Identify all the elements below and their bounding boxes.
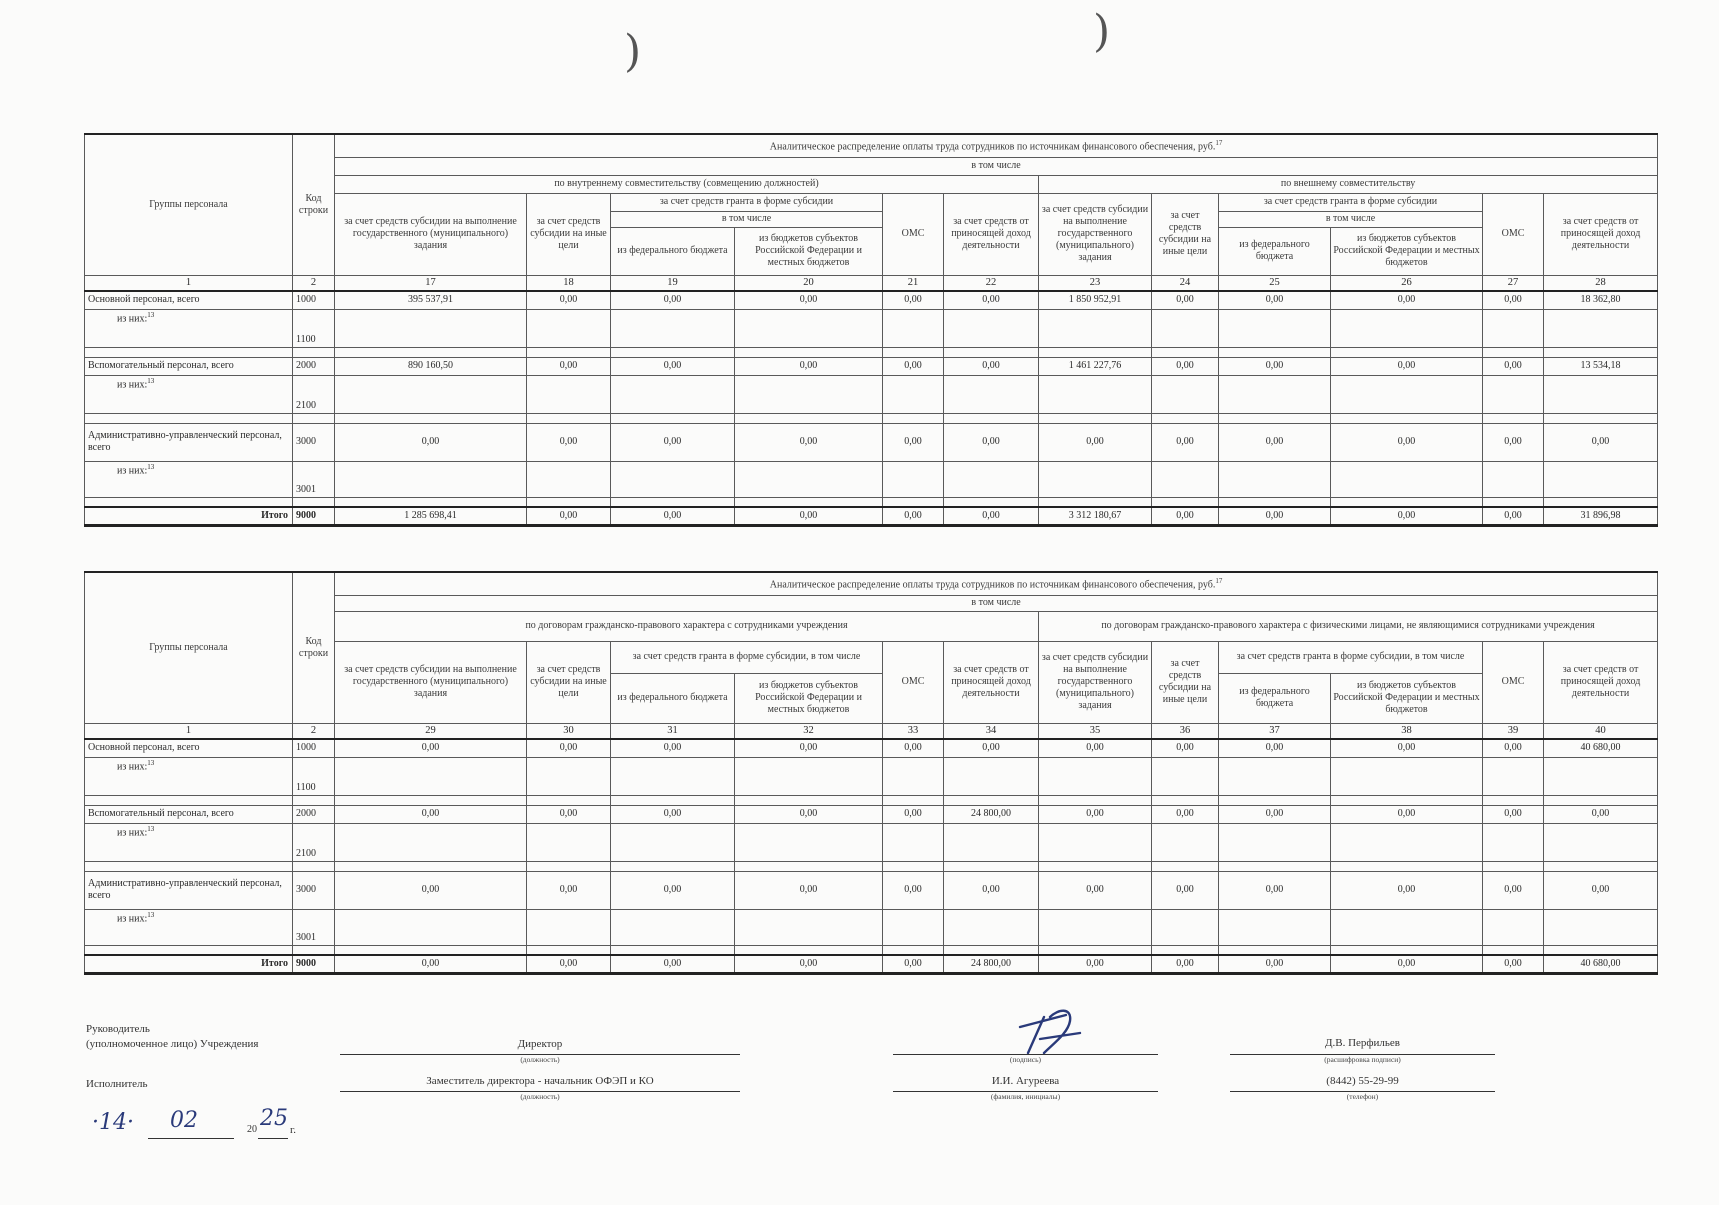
col-number: 35 bbox=[1039, 723, 1152, 739]
value-cell: 0,00 bbox=[335, 871, 527, 909]
date-suffix: г. bbox=[290, 1124, 297, 1136]
code-header: Код строки bbox=[293, 572, 335, 723]
col-oms: ОМС bbox=[883, 193, 944, 275]
value-cell: 0,00 bbox=[1483, 805, 1544, 823]
date-day: ·14· bbox=[92, 1110, 134, 1135]
value-cell: 0,00 bbox=[1219, 805, 1331, 823]
value-cell: 0,00 bbox=[1219, 507, 1331, 525]
row-label: из них:$^{13}$ bbox=[85, 909, 293, 945]
table-row-spacer bbox=[85, 347, 1658, 357]
value-cell: 0,00 bbox=[1039, 739, 1152, 757]
value-cell: 0,00 bbox=[1039, 871, 1152, 909]
in-that-number-label: в том числе bbox=[335, 595, 1658, 611]
col-income: за счет средств от приносящей доход деятельности bbox=[944, 193, 1039, 275]
value-cell: 0,00 bbox=[1483, 739, 1544, 757]
row-label: из них:$^{13}$ bbox=[85, 375, 293, 413]
value-cell: 0,00 bbox=[527, 955, 611, 973]
col-number: 1 bbox=[85, 275, 293, 291]
value-cell: 0,00 bbox=[735, 739, 883, 757]
value-cell: 0,00 bbox=[1219, 291, 1331, 309]
col-grant: за счет средств гранта в форме субсидии bbox=[1219, 193, 1483, 211]
col-income: за счет средств от приносящей доход деятельности bbox=[944, 641, 1039, 723]
col-grant-in-that: в том числе bbox=[611, 211, 883, 227]
signature-mark bbox=[1010, 1003, 1100, 1059]
value-cell: 0,00 bbox=[1544, 805, 1658, 823]
col-subsidy-task: за счет средств субсидии на выполнение государственного (муниципального) задания bbox=[1039, 641, 1152, 723]
row-code: 2000 bbox=[293, 805, 335, 823]
head-label bbox=[86, 1023, 259, 1050]
value-cell: 0,00 bbox=[944, 291, 1039, 309]
column-number-row bbox=[85, 723, 1658, 739]
row-label: Вспомогательный персонал, всего bbox=[85, 357, 293, 375]
col-subsidy-other: за счет средств субсидии на иные цели bbox=[1152, 641, 1219, 723]
total-label: Итого bbox=[85, 507, 293, 525]
value-cell: 890 160,50 bbox=[335, 357, 527, 375]
col-number: 2 bbox=[293, 723, 335, 739]
value-cell: 0,00 bbox=[735, 955, 883, 973]
row-label: Административно-управленческий персонал, всего bbox=[85, 871, 293, 909]
col-number: 40 bbox=[1544, 723, 1658, 739]
head-name-caption: (расшифровка подписи) bbox=[1324, 1055, 1401, 1064]
col-number: 34 bbox=[944, 723, 1039, 739]
col-income: за счет средств от приносящей доход деятельности bbox=[1544, 641, 1658, 723]
staff-contracts-group-header: по договорам гражданско-правового характера с сотрудниками учреждения bbox=[335, 611, 1039, 641]
value-cell: 0,00 bbox=[1483, 291, 1544, 309]
col-number: 32 bbox=[735, 723, 883, 739]
col-grant: за счет средств гранта в форме субсидии bbox=[611, 193, 883, 211]
value-cell: 0,00 bbox=[735, 423, 883, 461]
col-federal: из федерального бюджета bbox=[611, 227, 735, 275]
table-row-spacer bbox=[85, 945, 1658, 955]
value-cell: 0,00 bbox=[1331, 871, 1483, 909]
value-cell: 24 800,00 bbox=[944, 805, 1039, 823]
value-cell: 0,00 bbox=[1331, 955, 1483, 973]
row-code: 3001 bbox=[293, 461, 335, 497]
groups-header: Группы персонала bbox=[85, 572, 293, 723]
col-oms: ОМС bbox=[1483, 641, 1544, 723]
value-cell: 0,00 bbox=[944, 507, 1039, 525]
external-group-header: по внешнему совместительству bbox=[1039, 175, 1658, 193]
value-cell: 0,00 bbox=[1483, 423, 1544, 461]
head-label-line2: (уполномоченное лицо) Учреждения bbox=[86, 1038, 259, 1050]
value-cell: 0,00 bbox=[883, 955, 944, 973]
executor-label: Исполнитель bbox=[86, 1078, 148, 1090]
value-cell: 0,00 bbox=[1152, 739, 1219, 757]
date-month-line bbox=[148, 1138, 234, 1139]
groups-header: Группы персонала bbox=[85, 134, 293, 275]
row-label: из них:$^{13}$ bbox=[85, 823, 293, 861]
executor-phone: (8442) 55-29-99 bbox=[1326, 1075, 1399, 1087]
value-cell: 40 680,00 bbox=[1544, 955, 1658, 973]
row-code: 2100 bbox=[293, 375, 335, 413]
value-cell: 0,00 bbox=[735, 805, 883, 823]
payroll-table-internal-external bbox=[84, 133, 1658, 527]
table-row-spacer bbox=[85, 861, 1658, 871]
value-cell: 0,00 bbox=[611, 507, 735, 525]
table-row bbox=[85, 461, 1658, 497]
col-number: 2 bbox=[293, 275, 335, 291]
value-cell: 0,00 bbox=[1039, 955, 1152, 973]
value-cell: 0,00 bbox=[735, 507, 883, 525]
value-cell: 0,00 bbox=[527, 871, 611, 909]
table-row bbox=[85, 357, 1658, 375]
value-cell: 0,00 bbox=[527, 423, 611, 461]
head-name: Д.В. Перфильев bbox=[1324, 1037, 1400, 1049]
value-cell: 0,00 bbox=[527, 739, 611, 757]
value-cell: 0,00 bbox=[611, 291, 735, 309]
col-number: 38 bbox=[1331, 723, 1483, 739]
row-label: из них:$^{13}$ bbox=[85, 757, 293, 795]
col-subsidy-task: за счет средств субсидии на выполнение государственного (муниципального) задания bbox=[335, 641, 527, 723]
col-number: 37 bbox=[1219, 723, 1331, 739]
value-cell: 0,00 bbox=[1483, 357, 1544, 375]
col-federal: из федерального бюджета bbox=[1219, 673, 1331, 723]
value-cell: 0,00 bbox=[1544, 871, 1658, 909]
row-code: 3000 bbox=[293, 871, 335, 909]
col-subsidy-other: за счет средств субсидии на иные цели bbox=[527, 193, 611, 275]
value-cell: 3 312 180,67 bbox=[1039, 507, 1152, 525]
value-cell: 0,00 bbox=[611, 739, 735, 757]
col-number: 21 bbox=[883, 275, 944, 291]
value-cell: 0,00 bbox=[944, 871, 1039, 909]
value-cell: 0,00 bbox=[1039, 805, 1152, 823]
col-number: 1 bbox=[85, 723, 293, 739]
head-label-line1: Руководитель bbox=[86, 1023, 150, 1035]
scan-artifact-mark: ) bbox=[624, 26, 642, 77]
value-cell: 0,00 bbox=[335, 955, 527, 973]
in-that-number-label: в том числе bbox=[335, 157, 1658, 175]
value-cell: 0,00 bbox=[1483, 955, 1544, 973]
col-number: 27 bbox=[1483, 275, 1544, 291]
value-cell: 0,00 bbox=[883, 291, 944, 309]
value-cell: 395 537,91 bbox=[335, 291, 527, 309]
value-cell: 0,00 bbox=[1152, 955, 1219, 973]
value-cell: 0,00 bbox=[611, 423, 735, 461]
value-cell: 1 285 698,41 bbox=[335, 507, 527, 525]
row-code: 9000 bbox=[293, 955, 335, 973]
row-label: из них:$^{13}$ bbox=[85, 309, 293, 347]
value-cell: 0,00 bbox=[527, 357, 611, 375]
value-cell: 1 461 227,76 bbox=[1039, 357, 1152, 375]
col-federal: из федерального бюджета bbox=[611, 673, 735, 723]
executor-position: Заместитель директора - начальник ОФЭП и КО bbox=[426, 1075, 654, 1087]
col-grant: за счет средств гранта в форме субсидии, в том числе bbox=[611, 641, 883, 673]
col-number: 17 bbox=[335, 275, 527, 291]
table-row bbox=[85, 805, 1658, 823]
external-contracts-group-header: по договорам гражданско-правового характера с физическими лицами, не являющимися сотрудниками учреждения bbox=[1039, 611, 1658, 641]
row-label: Вспомогательный персонал, всего bbox=[85, 805, 293, 823]
table-row-spacer bbox=[85, 795, 1658, 805]
col-subsidy-other: за счет средств субсидии на иные цели bbox=[527, 641, 611, 723]
table-total-row bbox=[85, 507, 1658, 525]
value-cell: 0,00 bbox=[1152, 805, 1219, 823]
value-cell: 0,00 bbox=[1331, 423, 1483, 461]
value-cell: 0,00 bbox=[944, 739, 1039, 757]
col-number: 22 bbox=[944, 275, 1039, 291]
table-row bbox=[85, 739, 1658, 757]
row-code: 2100 bbox=[293, 823, 335, 861]
payroll-table-civil-contracts bbox=[84, 571, 1658, 975]
value-cell: 0,00 bbox=[944, 357, 1039, 375]
col-subsidy-other: за счет средств субсидии на иные цели bbox=[1152, 193, 1219, 275]
value-cell: 0,00 bbox=[1331, 291, 1483, 309]
col-oms: ОМС bbox=[883, 641, 944, 723]
value-cell: 0,00 bbox=[1483, 871, 1544, 909]
table-row bbox=[85, 909, 1658, 945]
value-cell: 0,00 bbox=[883, 357, 944, 375]
col-number: 18 bbox=[527, 275, 611, 291]
col-number: 25 bbox=[1219, 275, 1331, 291]
value-cell: 0,00 bbox=[883, 507, 944, 525]
date-year-line bbox=[258, 1138, 288, 1139]
code-header: Код строки bbox=[293, 134, 335, 275]
total-label: Итого bbox=[85, 955, 293, 973]
value-cell: 0,00 bbox=[944, 423, 1039, 461]
row-label: Основной персонал, всего bbox=[85, 291, 293, 309]
value-cell: 0,00 bbox=[527, 805, 611, 823]
col-subsidy-task: за счет средств субсидии на выполнение государственного (муниципального) задания bbox=[335, 193, 527, 275]
value-cell: 0,00 bbox=[335, 423, 527, 461]
value-cell: 0,00 bbox=[735, 291, 883, 309]
value-cell: 0,00 bbox=[1219, 871, 1331, 909]
table-row bbox=[85, 309, 1658, 347]
table-row-spacer bbox=[85, 497, 1658, 507]
value-cell: 0,00 bbox=[611, 357, 735, 375]
value-cell: 0,00 bbox=[335, 805, 527, 823]
table-row bbox=[85, 871, 1658, 909]
col-regional: из бюджетов субъектов Российской Федерации и местных бюджетов bbox=[1331, 673, 1483, 723]
row-code: 3000 bbox=[293, 423, 335, 461]
col-number: 20 bbox=[735, 275, 883, 291]
col-number: 29 bbox=[335, 723, 527, 739]
col-regional: из бюджетов субъектов Российской Федерации и местных бюджетов bbox=[735, 227, 883, 275]
value-cell: 0,00 bbox=[883, 739, 944, 757]
col-number: 33 bbox=[883, 723, 944, 739]
col-number: 19 bbox=[611, 275, 735, 291]
value-cell: 40 680,00 bbox=[1544, 739, 1658, 757]
row-code: 1000 bbox=[293, 739, 335, 757]
row-code: 1100 bbox=[293, 309, 335, 347]
date-year: 25 bbox=[260, 1106, 288, 1131]
value-cell: 0,00 bbox=[1219, 955, 1331, 973]
row-code: 3001 bbox=[293, 909, 335, 945]
table-row bbox=[85, 423, 1658, 461]
internal-group-header: по внутреннему совместительству (совмещению должностей) bbox=[335, 175, 1039, 193]
value-cell: 0,00 bbox=[883, 805, 944, 823]
col-number: 30 bbox=[527, 723, 611, 739]
col-number: 36 bbox=[1152, 723, 1219, 739]
scan-artifact-mark: ) bbox=[1093, 6, 1111, 57]
col-oms: ОМС bbox=[1483, 193, 1544, 275]
col-number: 23 bbox=[1039, 275, 1152, 291]
row-label: Административно-управленческий персонал, всего bbox=[85, 423, 293, 461]
date-month: 02 bbox=[170, 1108, 198, 1133]
value-cell: 0,00 bbox=[735, 357, 883, 375]
value-cell: 0,00 bbox=[1152, 291, 1219, 309]
column-number-row bbox=[85, 275, 1658, 291]
col-number: 39 bbox=[1483, 723, 1544, 739]
value-cell: 0,00 bbox=[1544, 423, 1658, 461]
value-cell: 0,00 bbox=[1331, 507, 1483, 525]
value-cell: 1 850 952,91 bbox=[1039, 291, 1152, 309]
table-row bbox=[85, 375, 1658, 413]
row-code: 9000 bbox=[293, 507, 335, 525]
col-number: 24 bbox=[1152, 275, 1219, 291]
value-cell: 0,00 bbox=[883, 871, 944, 909]
signature-caption: (подпись) bbox=[1009, 1055, 1042, 1064]
row-code: 1000 bbox=[293, 291, 335, 309]
value-cell: 0,00 bbox=[1219, 739, 1331, 757]
col-regional: из бюджетов субъектов Российской Федерации и местных бюджетов bbox=[735, 673, 883, 723]
value-cell: 0,00 bbox=[1152, 423, 1219, 461]
value-cell: 13 534,18 bbox=[1544, 357, 1658, 375]
value-cell: 0,00 bbox=[335, 739, 527, 757]
row-label: Основной персонал, всего bbox=[85, 739, 293, 757]
table-title: Аналитическое распределение оплаты труда сотрудников по источникам финансового обеспечения, руб.$^{17}$ bbox=[335, 572, 1658, 595]
col-income: за счет средств от приносящей доход деятельности bbox=[1544, 193, 1658, 275]
value-cell: 0,00 bbox=[1219, 423, 1331, 461]
col-number: 26 bbox=[1331, 275, 1483, 291]
value-cell: 0,00 bbox=[1331, 805, 1483, 823]
table-total-row bbox=[85, 955, 1658, 973]
value-cell: 0,00 bbox=[1152, 507, 1219, 525]
value-cell: 0,00 bbox=[527, 507, 611, 525]
table-title: Аналитическое распределение оплаты труда сотрудников по источникам финансового обеспечения, руб.$^{17}$ bbox=[335, 134, 1658, 157]
executor-name: И.И. Агуреева bbox=[991, 1075, 1060, 1087]
col-subsidy-task: за счет средств субсидии на выполнение государственного (муниципального) задания bbox=[1039, 193, 1152, 275]
value-cell: 0,00 bbox=[1152, 357, 1219, 375]
head-position: Директор bbox=[517, 1038, 563, 1050]
value-cell: 0,00 bbox=[1219, 357, 1331, 375]
value-cell: 0,00 bbox=[1039, 423, 1152, 461]
executor-position-caption: (должность) bbox=[520, 1092, 560, 1101]
value-cell: 0,00 bbox=[1331, 739, 1483, 757]
table-row-spacer bbox=[85, 413, 1658, 423]
value-cell: 24 800,00 bbox=[944, 955, 1039, 973]
row-code: 2000 bbox=[293, 357, 335, 375]
table-row bbox=[85, 757, 1658, 795]
col-federal: из федерального бюджета bbox=[1219, 227, 1331, 275]
table-row bbox=[85, 823, 1658, 861]
col-grant: за счет средств гранта в форме субсидии, в том числе bbox=[1219, 641, 1483, 673]
col-number: 28 bbox=[1544, 275, 1658, 291]
value-cell: 0,00 bbox=[735, 871, 883, 909]
value-cell: 0,00 bbox=[1483, 507, 1544, 525]
value-cell: 0,00 bbox=[1331, 357, 1483, 375]
value-cell: 0,00 bbox=[611, 805, 735, 823]
col-number: 31 bbox=[611, 723, 735, 739]
value-cell: 0,00 bbox=[1152, 871, 1219, 909]
row-label: из них:$^{13}$ bbox=[85, 461, 293, 497]
value-cell: 0,00 bbox=[611, 955, 735, 973]
date-year-prefix: 20 bbox=[247, 1124, 257, 1135]
col-regional: из бюджетов субъектов Российской Федерации и местных бюджетов bbox=[1331, 227, 1483, 275]
row-code: 1100 bbox=[293, 757, 335, 795]
head-position-caption: (должность) bbox=[520, 1055, 560, 1064]
executor-phone-caption: (телефон) bbox=[1346, 1092, 1379, 1101]
table-row bbox=[85, 291, 1658, 309]
value-cell: 0,00 bbox=[527, 291, 611, 309]
value-cell: 0,00 bbox=[611, 871, 735, 909]
value-cell: 18 362,80 bbox=[1544, 291, 1658, 309]
value-cell: 31 896,98 bbox=[1544, 507, 1658, 525]
executor-name-caption: (фамилия, инициалы) bbox=[990, 1092, 1061, 1101]
col-grant-in-that: в том числе bbox=[1219, 211, 1483, 227]
value-cell: 0,00 bbox=[883, 423, 944, 461]
